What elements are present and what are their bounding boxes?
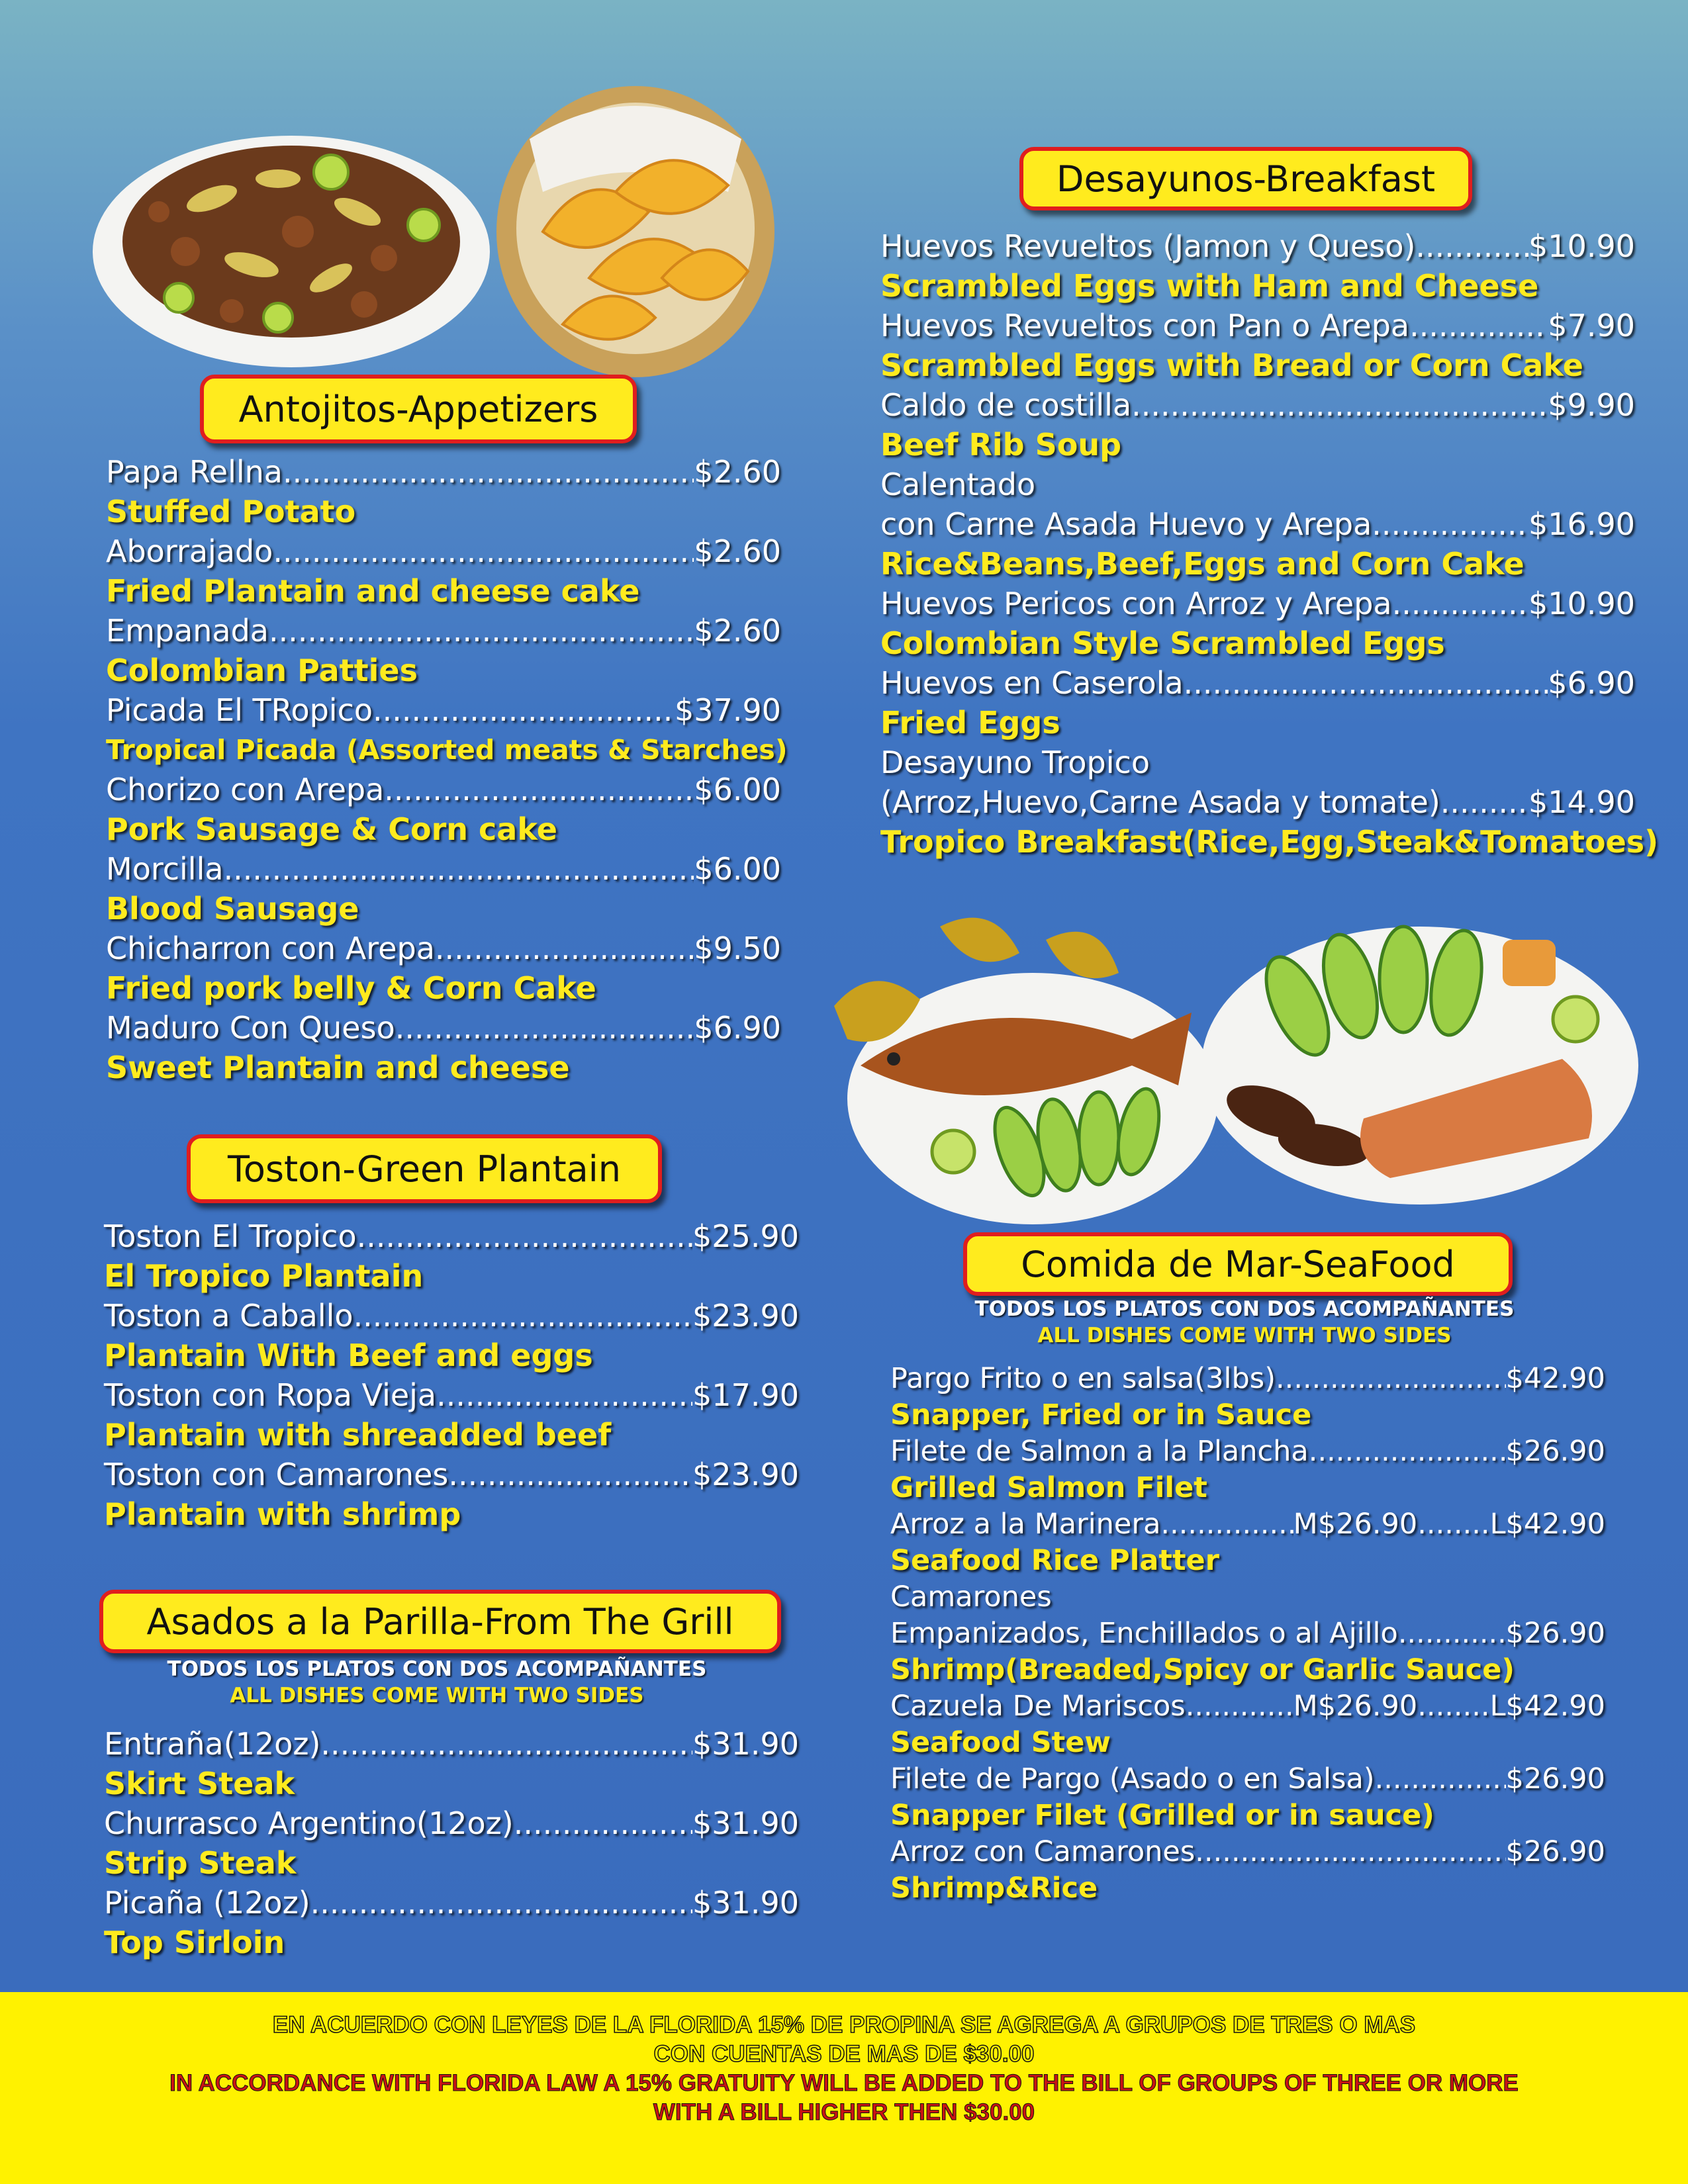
- item-name-prefix: Calentado: [880, 467, 1036, 502]
- item-description: Beef Rib Soup: [880, 427, 1122, 463]
- item-name: Toston El Tropico: [104, 1218, 357, 1254]
- item-price: $2.60: [694, 533, 781, 569]
- seafood-heading: Comida de Mar-SeaFood: [963, 1232, 1513, 1296]
- item-name: Toston a Caballo: [104, 1298, 353, 1334]
- item-description: Seafood Rice Platter: [890, 1544, 1219, 1577]
- item-price: $17.90: [692, 1377, 799, 1413]
- menu-item-maduro: [106, 1008, 781, 1048]
- item-name: Papa Rellna: [106, 454, 283, 490]
- menu-item-salmon: [890, 1433, 1605, 1470]
- item-price: $25.90: [692, 1218, 799, 1254]
- menu-item-huevos-caserola: [880, 663, 1635, 703]
- menu-item-calentado: [880, 504, 1635, 544]
- item-name: Huevos Revueltos con Pan o Arepa: [880, 308, 1410, 343]
- item-description: Stuffed Potato: [106, 494, 356, 529]
- item-name: con Carne Asada Huevo y Arepa: [880, 506, 1372, 542]
- item-description: Shrimp&Rice: [890, 1872, 1098, 1905]
- item-description: Snapper, Fried or in Sauce: [890, 1398, 1312, 1432]
- item-price: $9.50: [694, 931, 781, 966]
- item-description: Seafood Stew: [890, 1726, 1111, 1759]
- item-name: Picaña (12oz): [104, 1885, 310, 1921]
- item-description: Fried Eggs: [880, 705, 1060, 741]
- item-price: $10.90: [1528, 228, 1635, 264]
- item-price: $16.90: [1528, 506, 1635, 542]
- item-name: Huevos Revueltos (Jamon y Queso): [880, 228, 1416, 264]
- item-price: $10.90: [1528, 586, 1635, 621]
- item-name: Huevos en Caserola: [880, 665, 1184, 701]
- item-price: $37.90: [675, 692, 781, 728]
- item-description: Plantain with shreadded beef: [104, 1417, 612, 1453]
- menu-item-chorizo: [106, 770, 781, 809]
- item-name: Empanizados, Enchillados o al Ajillo: [890, 1617, 1398, 1650]
- item-description: Tropical Picada (Assorted meats & Starches): [106, 734, 788, 766]
- toston-heading: Toston-Green Plantain: [187, 1134, 662, 1203]
- item-name-prefix: Desayuno Tropico: [880, 745, 1150, 780]
- item-name: Picada El TRopico: [106, 692, 373, 728]
- menu-item-morcilla: [106, 849, 781, 889]
- item-description: Tropico Breakfast(Rice,Egg,Steak&Tomatoes): [880, 824, 1659, 860]
- menu-item-pargo-frito: [890, 1361, 1605, 1397]
- item-name: Toston con Camarones: [104, 1457, 449, 1492]
- menu-item-toston-tropico: [104, 1216, 799, 1256]
- sides-note-es: TODOS LOS PLATOS CON DOS ACOMPAÑANTES: [974, 1297, 1515, 1321]
- item-description: Colombian Style Scrambled Eggs: [880, 625, 1445, 661]
- menu-item-huevos-pan: [880, 306, 1635, 345]
- item-description: Scrambled Eggs with Bread or Corn Cake: [880, 347, 1583, 383]
- item-description: Shrimp(Breaded,Spicy or Garlic Sauce): [890, 1653, 1515, 1686]
- item-name: Churrasco Argentino(12oz): [104, 1805, 514, 1841]
- item-name: (Arroz,Huevo,Carne Asada y tomate): [880, 784, 1440, 820]
- item-name: Filete de Salmon a la Plancha: [890, 1435, 1309, 1468]
- sides-note-es: TODOS LOS PLATOS CON DOS ACOMPAÑANTES: [167, 1657, 707, 1681]
- item-price: $9.90: [1548, 387, 1635, 423]
- empanada-basket-photo: [490, 60, 781, 377]
- menu-item-cazuela: [890, 1688, 1605, 1725]
- menu-item-huevos-jamon: [880, 226, 1635, 266]
- sides-note-en: ALL DISHES COME WITH TWO SIDES: [1037, 1324, 1452, 1347]
- item-name: Entraña(12oz): [104, 1726, 321, 1762]
- item-price: $42.90: [1505, 1362, 1605, 1395]
- picada-plate-photo: [79, 99, 503, 377]
- item-description: Grilled Salmon Filet: [890, 1471, 1207, 1504]
- item-name: Arroz con Camarones: [890, 1835, 1196, 1868]
- grill-heading: Asados a la Parilla-From The Grill: [99, 1590, 781, 1653]
- item-price: $6.90: [1548, 665, 1635, 701]
- item-name: Filete de Pargo (Asado o en Salsa): [890, 1762, 1375, 1796]
- item-name: Morcilla: [106, 851, 224, 887]
- grill-list: [104, 1724, 799, 1962]
- menu-item-papa-rellena: [106, 452, 781, 492]
- item-description: Plantain with shrimp: [104, 1496, 461, 1532]
- fried-fish-plate-photo: [821, 900, 1218, 1231]
- menu-item-picada: [106, 690, 781, 730]
- item-name: Aborrajado: [106, 533, 273, 569]
- menu-item-picana: [104, 1883, 799, 1923]
- notice-en-line2: WITH A BILL HIGHER THEN $30.00: [653, 2099, 1035, 2125]
- menu-item-camarones: [890, 1615, 1605, 1652]
- menu-item-aborrajado: [106, 531, 781, 571]
- item-description: El Tropico Plantain: [104, 1258, 424, 1294]
- item-price: $2.60: [694, 454, 781, 490]
- item-price: $23.90: [692, 1457, 799, 1492]
- menu-item-entrana: [104, 1724, 799, 1764]
- item-description: Top Sirloin: [104, 1925, 285, 1960]
- item-price: $26.90: [1505, 1435, 1605, 1468]
- item-name: Huevos Pericos con Arroz y Arepa: [880, 586, 1392, 621]
- menu-item-toston-camarones: [104, 1455, 799, 1494]
- menu-item-huevos-pericos: [880, 584, 1635, 623]
- menu-item-filete-pargo: [890, 1761, 1605, 1797]
- item-price: $23.90: [692, 1298, 799, 1334]
- item-price: $6.00: [694, 772, 781, 807]
- item-name: Pargo Frito o en salsa(3lbs): [890, 1362, 1276, 1395]
- item-price: $31.90: [692, 1805, 799, 1841]
- item-name: Caldo de costilla: [880, 387, 1132, 423]
- item-name: Maduro Con Queso: [106, 1010, 395, 1046]
- appetizers-heading: Antojitos-Appetizers: [200, 375, 637, 443]
- menu-item-desayuno-tropico: [880, 782, 1635, 822]
- menu-item-churrasco: [104, 1803, 799, 1843]
- item-description: Rice&Beans,Beef,Eggs and Corn Cake: [880, 546, 1524, 582]
- item-price: M$26.90........L$42.90: [1293, 1690, 1605, 1723]
- item-price: $31.90: [692, 1885, 799, 1921]
- item-description: Blood Sausage: [106, 891, 359, 927]
- item-description: Fried Plantain and cheese cake: [106, 573, 640, 609]
- menu-item-empanada: [106, 611, 781, 651]
- breakfast-list: [880, 226, 1659, 862]
- notice-es-line1: EN ACUERDO CON LEYES DE LA FLORIDA 15% DE PROPINA SE AGREGA A GRUPOS DE TRES O MAS: [272, 2012, 1416, 2038]
- item-price: $6.00: [694, 851, 781, 887]
- menu-item-arroz-marinera: [890, 1506, 1605, 1543]
- menu-item-toston-ropa-vieja: [104, 1375, 799, 1415]
- item-name: Chorizo con Arepa: [106, 772, 385, 807]
- item-price: $6.90: [694, 1010, 781, 1046]
- item-description: Scrambled Eggs with Ham and Cheese: [880, 268, 1539, 304]
- menu-item-caldo: [880, 385, 1635, 425]
- item-price: $14.90: [1528, 784, 1635, 820]
- salmon-plate-photo: [1192, 920, 1655, 1211]
- item-price: $7.90: [1548, 308, 1635, 343]
- menu-item-chicharron: [106, 929, 781, 968]
- toston-list: [104, 1216, 799, 1534]
- notice-es-line2: CON CUENTAS DE MAS DE $30.00: [653, 2041, 1035, 2067]
- item-name: Arroz a la Marinera: [890, 1508, 1161, 1541]
- item-price: M$26.90........L$42.90: [1293, 1508, 1605, 1541]
- item-price: $26.90: [1505, 1617, 1605, 1650]
- grill-sides-note: [106, 1656, 768, 1709]
- seafood-sides-note: [887, 1296, 1602, 1349]
- item-price: $26.90: [1505, 1835, 1605, 1868]
- item-description: Plantain With Beef and eggs: [104, 1338, 593, 1373]
- menu-item-toston-caballo: [104, 1296, 799, 1336]
- breakfast-heading: Desayunos-Breakfast: [1019, 147, 1472, 210]
- appetizers-list: [106, 452, 788, 1087]
- gratuity-notice: [0, 1992, 1688, 2184]
- item-description: Fried pork belly & Corn Cake: [106, 970, 596, 1006]
- item-name: Cazuela De Mariscos: [890, 1690, 1186, 1723]
- item-description: Snapper Filet (Grilled or in sauce): [890, 1799, 1434, 1832]
- item-description: Strip Steak: [104, 1845, 297, 1881]
- item-description: Sweet Plantain and cheese: [106, 1050, 570, 1085]
- menu-item-arroz-camarones: [890, 1834, 1605, 1870]
- item-price: $31.90: [692, 1726, 799, 1762]
- item-name-prefix: Camarones: [890, 1580, 1052, 1614]
- item-price: $2.60: [694, 613, 781, 649]
- item-description: Pork Sausage & Corn cake: [106, 811, 557, 847]
- sides-note-en: ALL DISHES COME WITH TWO SIDES: [230, 1684, 644, 1707]
- item-description: Skirt Steak: [104, 1766, 295, 1801]
- item-description: Colombian Patties: [106, 653, 418, 688]
- notice-en-line1: IN ACCORDANCE WITH FLORIDA LAW A 15% GRATUITY WILL BE ADDED TO THE BILL OF GROUPS OF THREE OR MORE: [169, 2070, 1519, 2096]
- item-name: Toston con Ropa Vieja: [104, 1377, 437, 1413]
- item-name: Empanada: [106, 613, 269, 649]
- item-price: $26.90: [1505, 1762, 1605, 1796]
- item-name: Chicharron con Arepa: [106, 931, 435, 966]
- seafood-list: [890, 1361, 1605, 1907]
